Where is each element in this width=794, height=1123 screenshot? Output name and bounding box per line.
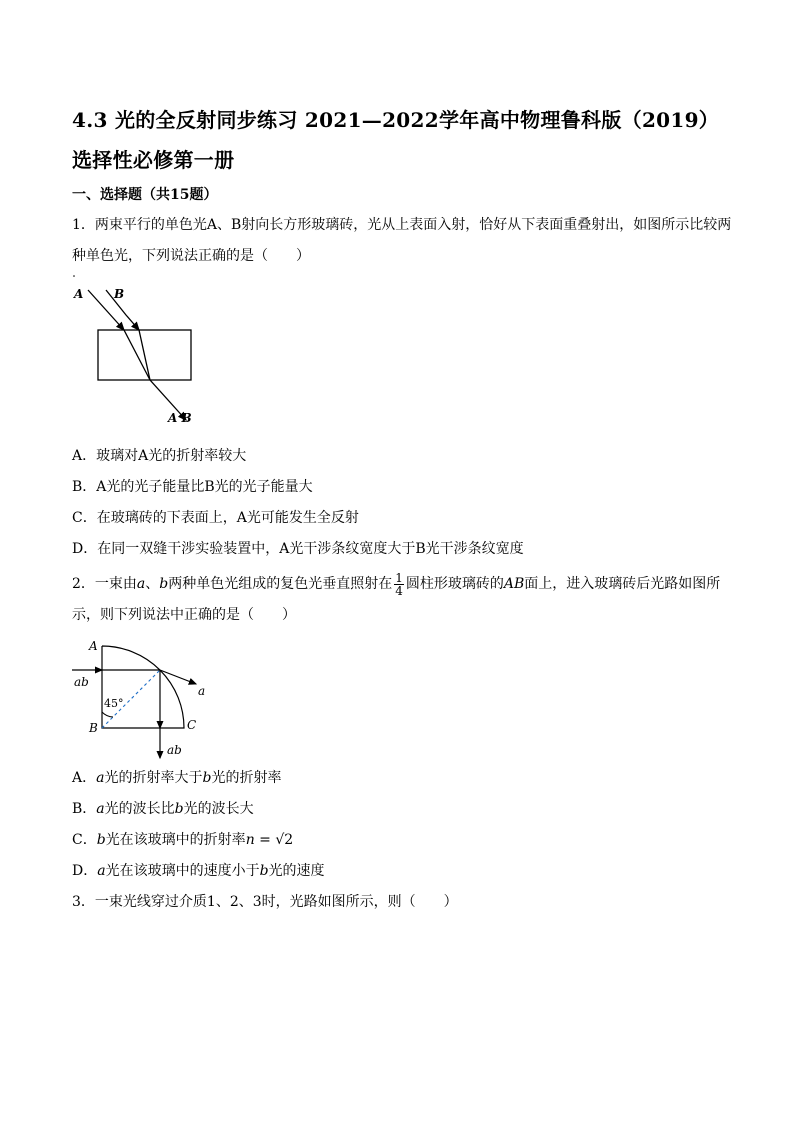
- question-3-text: 3．一束光线穿过介质1、2、3时，光路如图所示，则（ ）: [72, 894, 458, 910]
- label-angle: 45°: [104, 697, 124, 710]
- q1-option-d: D．在同一双缝干涉实验装置中，A光干涉条纹宽度大于B光干涉条纹宽度: [72, 541, 524, 557]
- ray-a-inside: [124, 330, 150, 380]
- symbol-a: a: [136, 576, 146, 592]
- q1-option-a: A．玻璃对A光的折射率较大: [72, 448, 247, 464]
- label-a-in: A: [74, 287, 84, 301]
- label-C: C: [187, 718, 197, 732]
- q2-option-d: D．a光在该玻璃中的速度小于b光的速度: [72, 863, 325, 879]
- label-ab-out: ab: [167, 743, 182, 757]
- label-a-out: a: [198, 684, 206, 698]
- label-B: B: [89, 721, 98, 735]
- label-b-in: B: [114, 287, 125, 301]
- label-out: A B: [168, 411, 192, 425]
- quarter-cylinder-outline: [102, 646, 184, 728]
- q2-option-b: B．a光的波长比b光的波长大: [72, 801, 254, 817]
- q1-option-b: B．A光的光子能量比B光的光子能量大: [72, 479, 313, 495]
- q2-option-a: A．a光的折射率大于b光的折射率: [72, 770, 282, 786]
- angle-arc: [102, 712, 113, 717]
- page-title: 4.3 光的全反射同步练习 2021—2022学年高中物理鲁科版（2019）选择性必修第一册: [72, 108, 720, 172]
- question-2-figure: [68, 632, 228, 764]
- symbol-ab: AB: [503, 576, 525, 592]
- fraction-quarter: $\frac{1}{4}$: [395, 570, 403, 598]
- question-1-figure: [68, 270, 208, 430]
- ray-a-refracted: [160, 670, 196, 684]
- question-1-text: 1．两束平行的单色光A、B射向长方形玻璃砖，光从上表面入射，恰好从下表面重叠射出，如图所示比较两种单色光，下列说法正确的是（ ）: [72, 217, 732, 264]
- label-ab-in: ab: [74, 675, 89, 689]
- q1-option-c: C．在玻璃砖的下表面上，A光可能发生全反射: [72, 510, 359, 526]
- question-2-text: 2．一束由a、b两种单色光组成的复色光垂直照射在 $\frac{1}{4}$ 圆柱形玻璃砖的AB面上，进入玻璃砖后光路如图所示，则下列说法中正确的是（ ）: [72, 570, 721, 623]
- label-A: A: [89, 639, 98, 653]
- q2-option-c: C．b光在该玻璃中的折射率n = √2: [72, 832, 294, 848]
- section-heading: 一、选择题（共15题）: [72, 187, 218, 203]
- symbol-b: b: [159, 576, 169, 592]
- ray-b-inside: [139, 330, 150, 380]
